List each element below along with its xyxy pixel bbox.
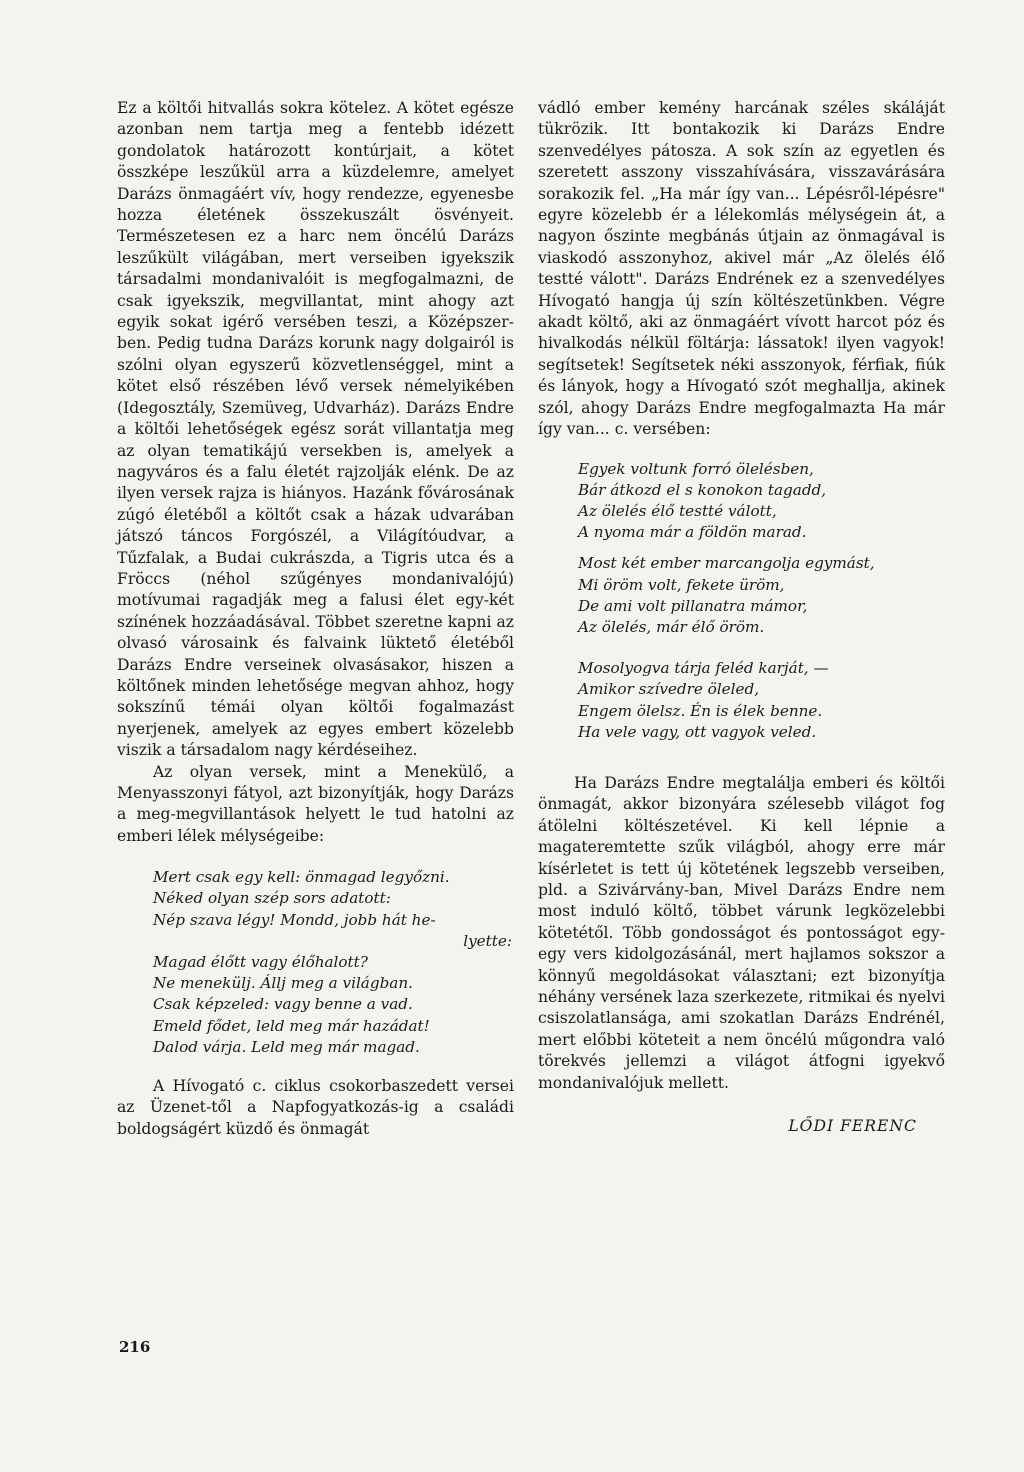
left-poem [153, 867, 514, 1058]
poem-line: A nyoma már a földön marad. [578, 523, 807, 542]
poem-line: Az ölelés, már élő öröm. [578, 617, 765, 636]
poem-line: Most két ember marcangolja egymást, [578, 554, 875, 573]
poem-line: Mi öröm volt, fekete üröm, [578, 575, 785, 594]
poem-line: Egyek voltunk forró ölelésben, [578, 459, 814, 478]
poem-line: Dalod várja. Leld meg már magad. [153, 1037, 420, 1056]
poem-line: Ha vele vagy, ott vagyok veled. [578, 722, 817, 741]
poem-line: Csak képzeled: vagy benne a vad. [153, 995, 413, 1014]
page-number: 216 [119, 1338, 151, 1356]
poem-line: Emeld fődet, leld meg már hazádat! [153, 1016, 430, 1035]
left-paragraph-3: A Hívogató c. ciklus csokorbaszedett versei az Üzenet-től a Napfogyatkozás-ig a családi boldogságért küzdő és önmagát [117, 1077, 514, 1138]
poem-line: Mert csak egy kell: önmagad legyőzni. [153, 868, 450, 887]
poem-line: Néked olyan szép sors adatott: [153, 889, 391, 908]
poem-line: De ami volt pillanatra mámor, [578, 596, 808, 615]
poem-line: Engem ölelsz. Én is élek benne. [578, 701, 823, 720]
poem-line: Amikor szívedre öleled, [578, 680, 760, 699]
right-column [538, 98, 945, 1137]
poem-line: lyette: [463, 931, 512, 950]
poem-stanza-2 [578, 658, 945, 743]
right-paragraph-1: vádló ember kemény harcának széles skáláját tükrözik. Itt bontakozik ki Darázs Endre szenvedélyes pátosza. A sok szín az egyetlen és szeretett asszony visszahívására, visszavárására sorakozik fel. „Ha már így van... Lépésről-lépésre" egyre közelebb ér a lélekomlás mélységein át, a nagyon őszinte megbánás útjain az önmagával is viaskodó asszonyhoz, akivel már „Az ölelés élő testté válott". Darázs Endrének ez a szenvedélyes Hívogató hangja új szín költészetünkben. Végre akadt költő, aki az önmagáért vívott harcot póz és hivalkodás nélkül föltárja: lássatok! ilyen vagyok! segítsetek! Segítsetek néki asszonyok, férfiak, fiúk és lányok, hogy a Hívogató szót meghallja, akinek szól, ahogy Darázs Endre megfogalmazta Ha már így van... c. versében: [538, 99, 945, 439]
poem-line: Mosolyogva tárja feléd karját, — [578, 659, 829, 678]
right-poem [578, 459, 945, 743]
poem-stanza-1 [578, 459, 945, 639]
author-signature: LŐDI FERENC [788, 1117, 917, 1136]
poem-line: Ne menekülj. Állj meg a világban. [153, 974, 413, 993]
left-paragraph-1: Ez a költői hitvallás sokra kötelez. A kötet egésze azonban nem tartja meg a fentebb idézett gondolatok határozott kontúrjait, a kötet összképe leszűkül arra a küzdelemre, amelyet Darázs önmagáért vív, hogy rendezze, egyenesbe hozza életének összekuszált ösvényeit. Természetesen ez a harc nem öncélú Darázs leszűkült világában, mert verseiben igyekszik társadalmi mondanivalóit is megfogalmazni, de csak igyekszik, megvillantat, mint ahogy azt egyik sokat igérő versében teszi, a Középszer-ben. Pedig tudna Darázs korunk nagy dolgairól is szólni olyan egyszerű közvetlenséggel, mint a kötet első részében lévő versek némelyikében (Idegosztály, Szemüveg, Udvarház). Darázs Endre a költői lehetőségek egész sorát villantatja meg az olyan tematikájú versekben is, amelyek a nagyváros és a falu életét rajzolják elénk. De az ilyen versek rajza is hiányos. Hazánk fővárosának zúgó életéből a költőt csak a házak udvarában játszó táncos Forgószél, a Világítóudvar, a Tűzfalak, a Budai cukrászda, a Tigris utca és a Fröccs (néhol szűgényes mondanivalójú) motívumai ragadják meg a falusi élet egy-két színének hozzáadásával. Többet szeretne kapni az olvasó városaink és falvaink lüktető életéből Darázs Endre verseinek olvasásakor, hiszen a költőnek minden lehetősége megvan ahhoz, hogy sokszínű témái olyan költői fogalmazást nyerjenek, amelyek az egyes embert közelebb viszik a társadalom nagy kérdéseihez. [117, 99, 514, 760]
poem-line: Az ölelés élő testté válott, [578, 501, 777, 520]
poem-line: Bár átkozd el s konokon tagadd, [578, 480, 827, 499]
left-column [117, 98, 514, 1140]
right-paragraph-2: Ha Darázs Endre megtalálja emberi és költői önmagát, akkor bizonyára szélesebb világot fog átölelni költészetével. Ki kell lépnie a magateremtette szűk világból, ahogy erre már kísérletet is tett új kötetének legszebb verseiben, pld. a Szivárvány-ban, Mivel Darázs Endre nem most induló költő, többet várunk legközelebbi kötetétől. Több gondosságot és pontosságot egy-egy vers kidolgozásánál, mert hajlamos sokszor a könnyű megoldásokat választani; ezt bizonyítja néhány versének laza szerkezete, ritmikai és nyelvi csiszolatlansága, ami szokatlan Darázs Endrénél, mert előbbi köteteit a nem öncélú műgondra való törekvés jellemzi a világot átfogni igyekvő mondanivalójuk mellett. [538, 773, 945, 1092]
left-paragraph-2: Az olyan versek, mint a Menekülő, a Menyasszonyi fátyol, azt bizonyítják, hogy Darázs a meg-megvillantások helyett le tud hatolni az emberi lélek mélységeibe: [117, 762, 514, 845]
poem-line: Magad élőtt vagy élőhalott? [153, 953, 368, 972]
poem-line: Nép szava légy! Mondd, jobb hát he- [153, 910, 436, 929]
